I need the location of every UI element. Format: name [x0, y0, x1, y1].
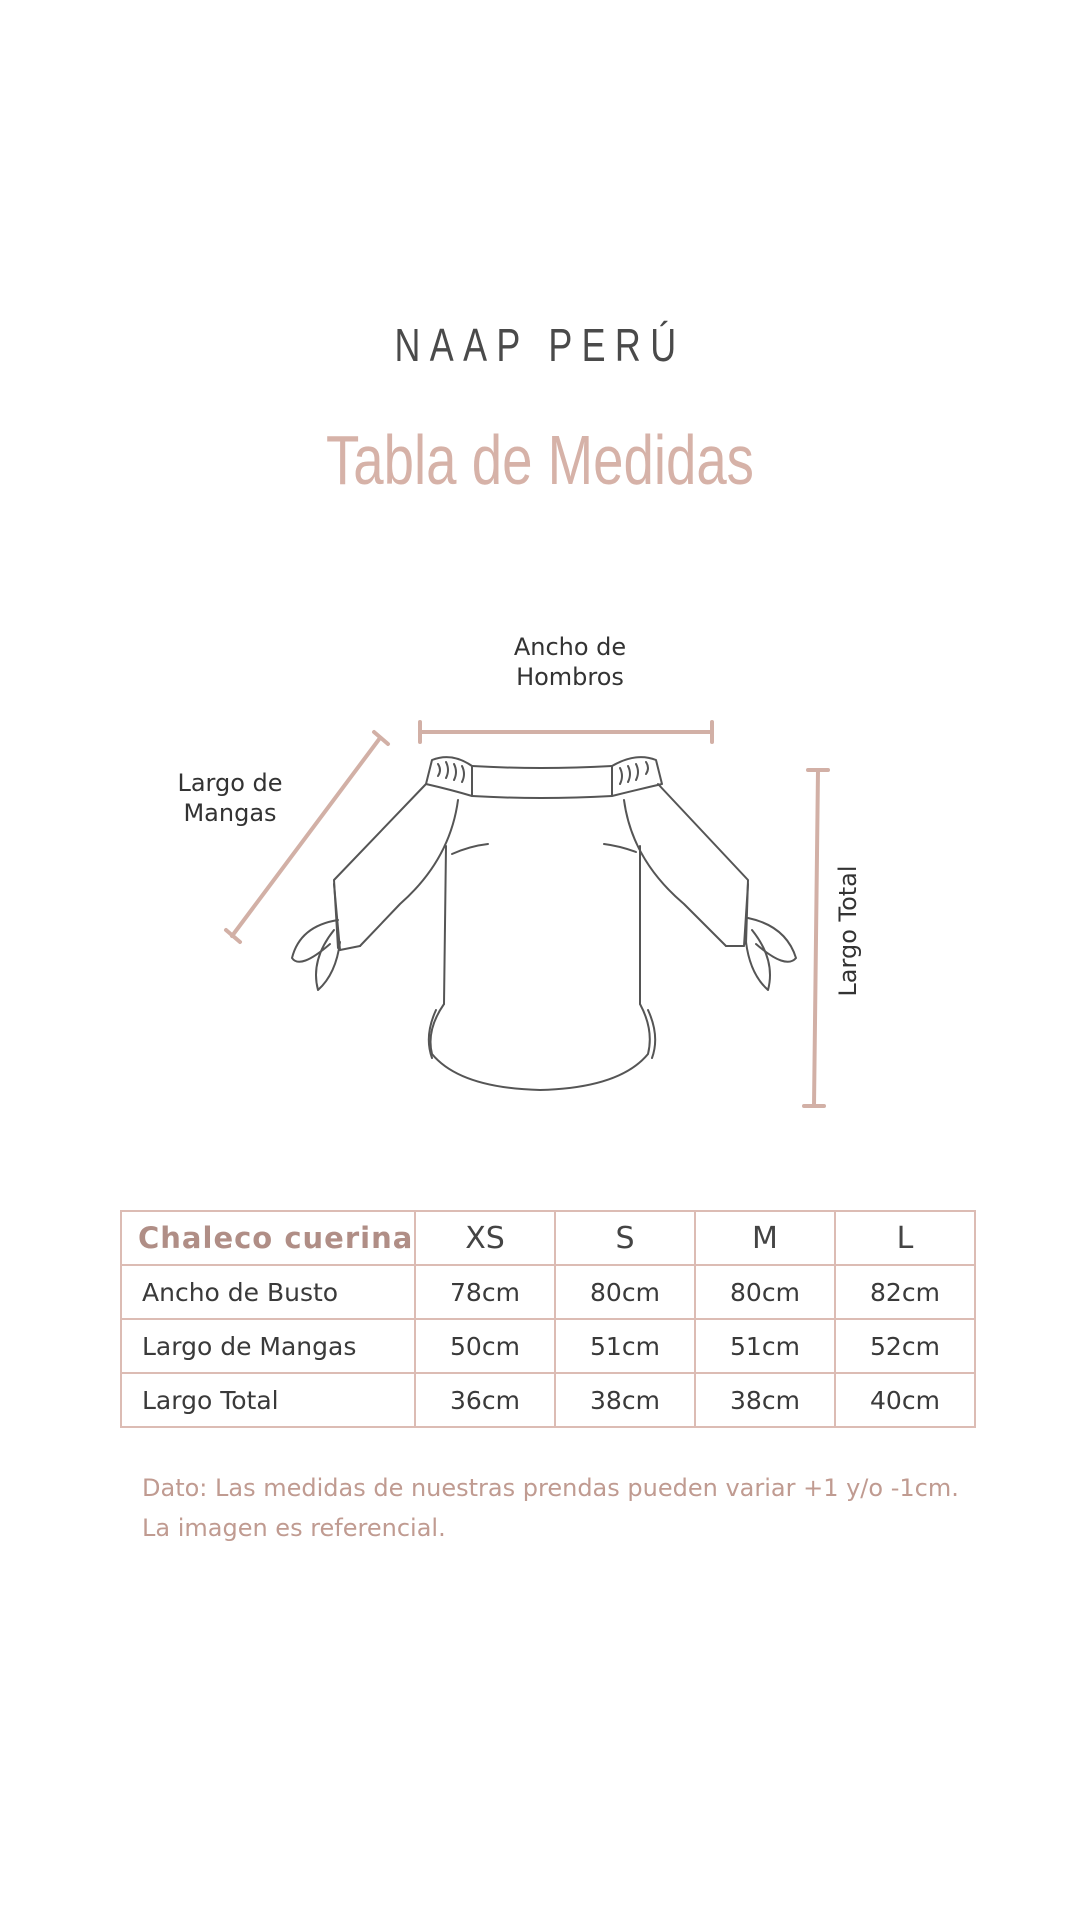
note-line-2: La imagen es referencial.	[142, 1514, 446, 1542]
sleeve-label-line1: Largo de	[177, 769, 283, 797]
table-cell: 51cm	[555, 1319, 695, 1373]
table-row	[121, 1265, 975, 1319]
table-cell: 80cm	[555, 1265, 695, 1319]
size-header-l: L	[835, 1211, 975, 1265]
table-cell: 36cm	[415, 1373, 555, 1427]
table-cell: 38cm	[555, 1373, 695, 1427]
table-cell: 51cm	[695, 1319, 835, 1373]
table-row	[121, 1373, 975, 1427]
measurement-note	[142, 1468, 1002, 1548]
row-label: Ancho de Busto	[121, 1265, 415, 1319]
table-cell: 50cm	[415, 1319, 555, 1373]
size-header-xs: XS	[415, 1211, 555, 1265]
table-cell: 40cm	[835, 1373, 975, 1427]
table-cell: 82cm	[835, 1265, 975, 1319]
shoulder-width-label	[470, 632, 670, 692]
row-label: Largo Total	[121, 1373, 415, 1427]
blouse-outline	[292, 757, 796, 1090]
table-cell: 38cm	[695, 1373, 835, 1427]
brand-name: NAAP PERÚ	[394, 319, 686, 371]
sleeve-label-line2: Mangas	[183, 799, 277, 827]
product-name: Chaleco cuerina	[121, 1211, 415, 1265]
table-row	[121, 1319, 975, 1373]
size-chart-table	[120, 1210, 976, 1428]
note-line-1: Dato: Las medidas de nuestras prendas pueden variar +1 y/o -1cm.	[142, 1474, 959, 1502]
size-header-s: S	[555, 1211, 695, 1265]
shoulder-label-line1: Ancho de	[513, 633, 627, 661]
table-cell: 80cm	[695, 1265, 835, 1319]
table-cell: 52cm	[835, 1319, 975, 1373]
table-cell: 78cm	[415, 1265, 555, 1319]
table-header-row	[121, 1211, 975, 1265]
size-header-m: M	[695, 1211, 835, 1265]
shoulder-label-line2: Hombros	[516, 663, 624, 691]
row-label: Largo de Mangas	[121, 1319, 415, 1373]
total-length-guide	[814, 770, 818, 1106]
page-title: Tabla de Medidas	[326, 421, 754, 499]
sleeve-length-label	[150, 768, 310, 828]
total-length-label: Largo Total	[834, 865, 862, 997]
